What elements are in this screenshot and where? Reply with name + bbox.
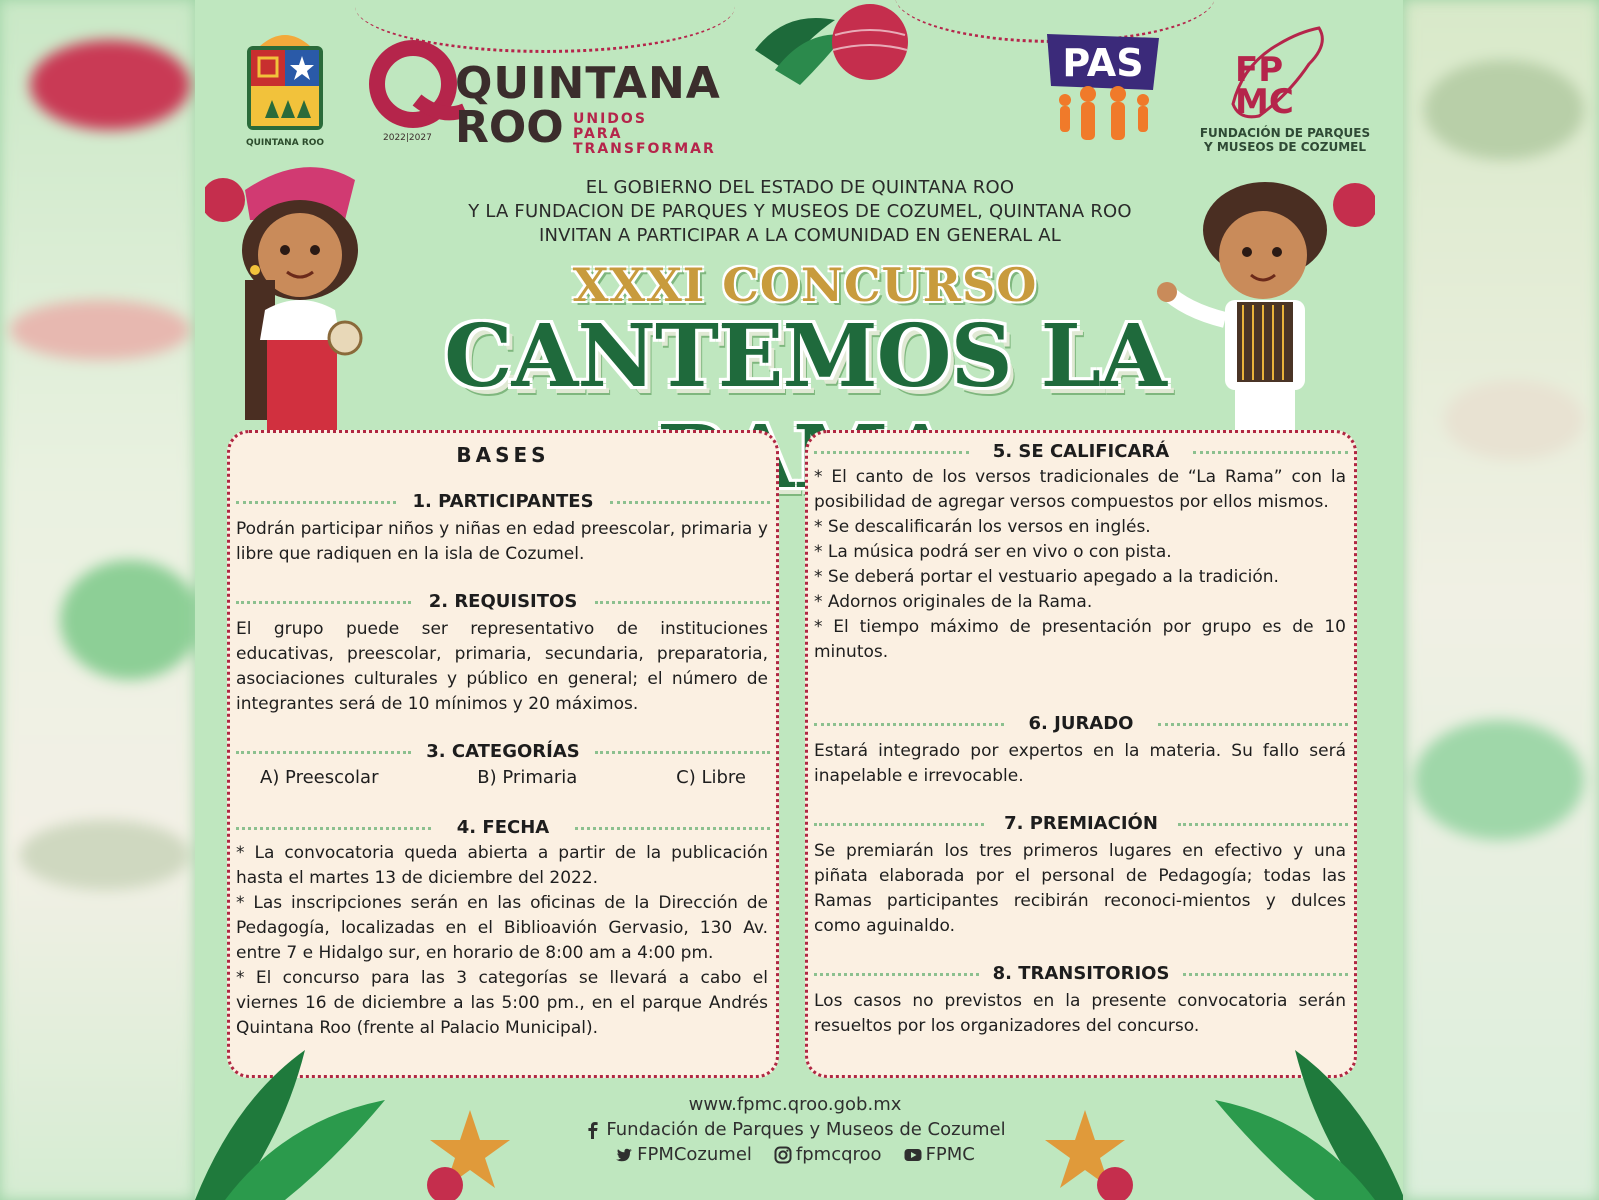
category-libre: C) Libre [676,767,746,788]
fecha-paragraph-2: * Las inscripciones serán en las oficinas de la Dirección de Pedagogía, localizadas en el Biblioavión Gervasio, 130 Av. entre 7 e Hidalgo sur, en horario de 8:00 am a 4:00 pm. [236,893,768,963]
bases-heading: BASES [456,443,550,467]
qroo-logo-line2: ROO [455,102,564,153]
calificara-item-1: * El canto de los versos tradicionales de “La Rama” con la posibilidad de agregar versos compuestos por ellos mismos. [814,467,1346,512]
fpmc-letters [1235,50,1294,122]
twitter-label: FPMCozumel [637,1144,752,1165]
intro-line1: EL GOBIERNO DEL ESTADO DE QUINTANA ROO [585,177,1015,198]
instagram-icon [774,1146,792,1164]
youtube-link[interactable] [904,1142,975,1167]
pas-logo [1043,28,1163,150]
section-title-participantes: 1. PARTICIPANTES [402,491,603,512]
qroo-logo-years: 2022|2027 [383,133,432,143]
website-link[interactable]: www.fpmc.qroo.gob.mx [688,1094,902,1115]
fpmc-caption [1195,126,1375,154]
palm-leaves-right-icon [1205,1010,1403,1200]
section-text-participantes: Podrán participar niños y niñas en edad preescolar, primaria y libre que radiquen en la isla de Cozumel. [236,519,768,564]
fpmc-caption-line1: FUNDACIÓN DE PARQUES [1199,126,1371,140]
youtube-label: FPMC [925,1144,975,1165]
facebook-label: Fundación de Parques y Museos de Cozumel [606,1119,1006,1140]
fpmc-caption-line2: Y MUSEOS DE COZUMEL [1204,140,1366,154]
section-header-premiacion [814,813,1348,835]
facebook-link[interactable] [584,1117,1005,1142]
section-header-participantes [236,491,770,513]
category-preescolar: A) Preescolar [260,767,379,788]
qroo-logo-line1: QUINTANA [455,58,721,109]
section-header-categorias [236,741,770,763]
fpmc-logo [1195,24,1375,164]
fpmc-letters-line2: MC [1235,82,1294,122]
ornament-ball-icon [745,0,945,90]
twitter-icon [615,1146,633,1164]
instagram-label: fpmcqroo [795,1144,882,1165]
section-title-requisitos: 2. REQUISITOS [419,591,588,612]
calificara-item-5: * Adornos originales de la Rama. [814,592,1093,612]
qroo-q-icon [367,40,467,140]
poster [195,0,1403,1200]
section-header-requisitos [236,591,770,613]
section-header-calificara [814,441,1348,463]
fpmc-letters-line1: FP [1235,50,1284,90]
section-title-fecha: 4. FECHA [447,817,559,838]
section-title-calificara: 5. SE CALIFICARÁ [983,441,1179,462]
calificara-item-6: * El tiempo máximo de presentación por grupo es de 10 minutos. [814,617,1346,662]
category-primaria: B) Primaria [477,767,578,788]
panel-bases [227,430,779,1078]
facebook-icon [584,1121,602,1139]
boy-character-illustration [1155,160,1375,430]
section-header-jurado [814,713,1348,735]
section-text-premiacion: Se premiarán los tres primeros lugares en efectivo y una piñata elaborada por el personal de Pedagogía; todas las Ramas participantes recibirán reconoci-mientos y dulces como aguinaldo. [814,841,1346,936]
state-shield-icon [245,28,325,132]
categories-list [260,767,746,788]
calificara-item-3: * La música podrá ser en vivo o con pista. [814,542,1172,562]
calificara-item-4: * Se deberá portar el vestuario apegado a la tradición. [814,567,1279,587]
footer-contact [495,1092,1095,1167]
section-title-premiacion: 7. PREMIACIÓN [994,813,1168,834]
section-header-transitorios [814,963,1348,985]
qroo-logo-tagline: UNIDOS PARA TRANSFORMAR [573,111,716,157]
section-text-transitorios: Los casos no previstos en la presente convocatoria serán resueltos por los organizadores del concurso. [814,991,1346,1036]
qroo-government-logo [367,40,721,157]
section-header-fecha [236,817,770,839]
title-cantemos-la-rama: CANTEMOS LA [444,306,1166,407]
girl-character-illustration [205,150,385,430]
section-text-calificara [814,465,1346,665]
panel-criteria [805,430,1357,1078]
blurred-background-right [1404,0,1599,1200]
title-concurso: XXXI CONCURSO [572,258,1038,312]
pas-logo-text: PAS [1062,41,1144,85]
section-title-jurado: 6. JURADO [1019,713,1144,734]
intro-text [375,176,1225,248]
intro-line3: INVITAN A PARTICIPAR A LA COMUNIDAD EN GENERAL AL [538,225,1062,246]
section-title-transitorios: 8. TRANSITORIOS [983,963,1180,984]
blurred-background-left [0,0,195,1200]
youtube-icon [904,1146,922,1164]
section-text-jurado: Estará integrado por expertos en la materia. Su fallo será inapelable e irrevocable. [814,741,1346,786]
fecha-paragraph-1: * La convocatoria queda abierta a partir de la publicación hasta el martes 13 de diciembre del 2022. [236,843,768,888]
instagram-link[interactable] [774,1142,882,1167]
intro-line2: Y LA FUNDACION DE PARQUES Y MUSEOS DE COZUMEL, QUINTANA ROO [468,201,1132,222]
section-text-requisitos: El grupo puede ser representativo de instituciones educativas, preescolar, primaria, secundaria, preparatoria, asociaciones culturales y público en general; el número de integrantes será de 10 mínimos y 20 máximos. [236,619,768,714]
twitter-link[interactable] [615,1142,752,1167]
palm-leaves-left-icon [195,1010,395,1200]
section-title-categorias: 3. CATEGORÍAS [416,741,589,762]
calificara-item-2: * Se descalificarán los versos en inglés. [814,517,1151,537]
state-logo-caption: QUINTANA ROO [245,138,325,148]
fecha-paragraph-3: * El concurso para las 3 categorías se llevará a cabo el viernes 16 de diciembre a las 5:00 pm., en el parque Andrés Quintana Roo (frente al Palacio Municipal). [236,968,768,1038]
